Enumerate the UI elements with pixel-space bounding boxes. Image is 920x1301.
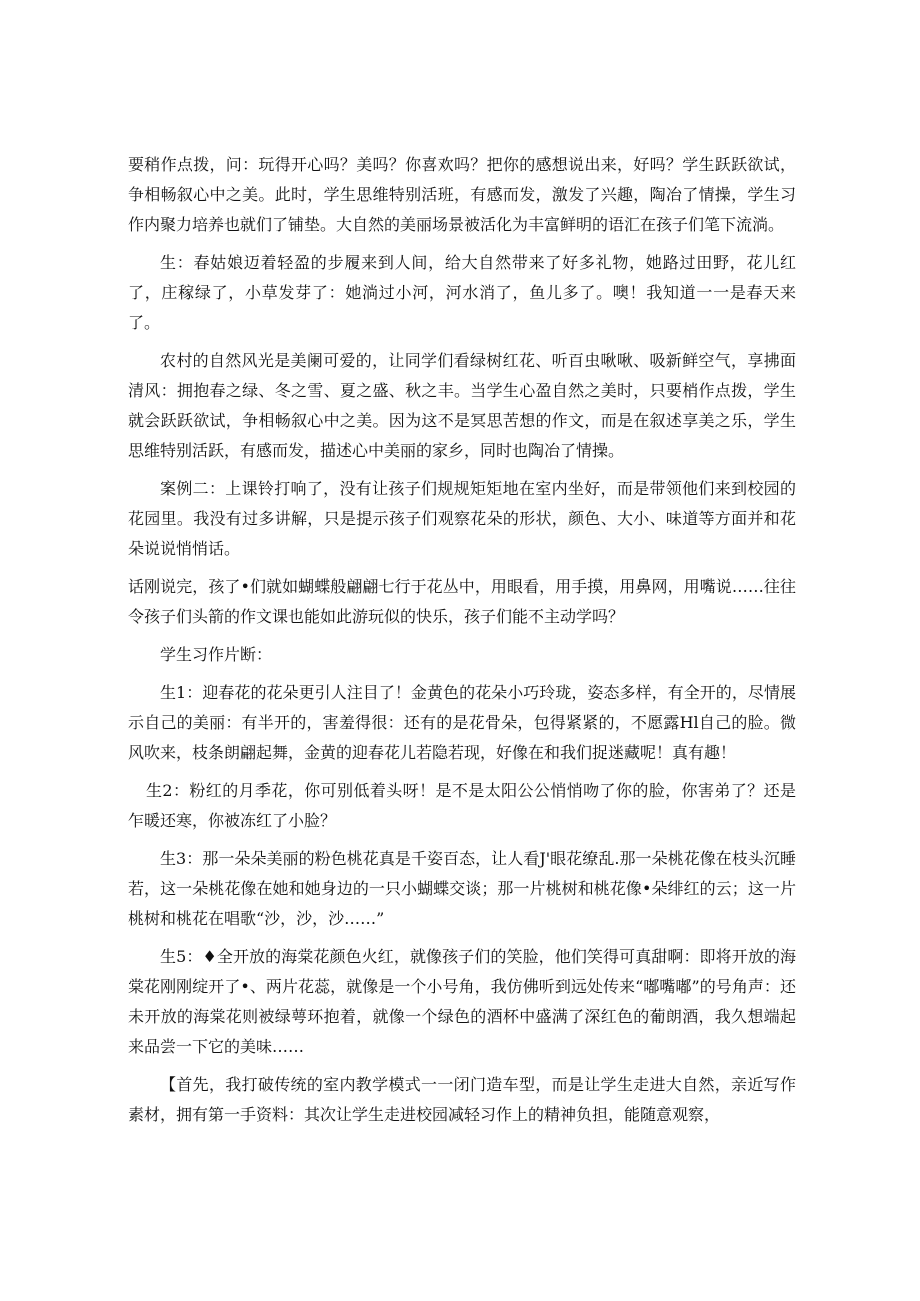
paragraph-10: 生5：♦全开放的海棠花颜色火红，就像孩子们的笑脸，他们笑得可真甜啊：即将开放的海棠花刚刚绽开了•、两片花蕊，就像是一个小号角，我仿佛听到远处传来“嘟嘴嘟”的号角声：还未开放的海棠花则被绿萼环抱着，就像一个绿色的酒杯中盛满了深红色的葡朗酒，我久想端起来品尝一下它的美味…… [128,947,796,1056]
paragraph-9: 生3：那一朵朵美丽的粉色桃花真是千姿百态，让人看J'眼花缭乱.那一朵桃花像在枝头沉睡若，这一朵桃花像在她和她身边的一只小蝴蝶交谈；那一片桃树和桃花像•朵绯红的云；这一片桃树和桃花在唱歌“沙，沙，沙……” [128,849,796,928]
paragraph-3: 农村的自然风光是美阑可爱的，让同学们看绿树红花、听百虫啾啾、吸新鲜空气，享拂面清风：拥抱春之绿、冬之雪、夏之盛、秋之丰。当学生心盈自然之美时，只要梢作点拨，学生就会跃跃欲试，争相畅叙心中之美。因为这不是冥思苦想的作文，而是在叙述享美之乐，学生思维特别活跃，有感而发，描述心中美丽的家乡，同时也陶冶了情操。 [128,351,796,460]
paragraph-2: 生：春姑娘迈着轻盈的步履来到人间，给大自然带来了好多礼物，她路过田野，花儿红了，庄稼绿了，小草发芽了：她淌过小河，河水消了，鱼儿多了。噢！我知道一一是春天来了。 [128,253,796,332]
paragraph-7: 生1：迎春花的花朵更引人注目了！金黄色的花朵小巧玲珑，姿态多样，有全开的，尽情展示自己的美丽：有半开的，害羞得很：还有的是花骨朵，包得紧紧的，不愿露Hl自己的脸。微风吹来，枝条朗翩起舞，金黄的迎春花儿若隐若现，好像在和我们捉迷藏呢！真有趣！ [128,683,796,762]
paragraph-8: 生2：粉红的月季花，你可别低着头呀！是不是太阳公公悄悄吻了你的脸，你害弟了？还是乍暖还寒，你被冻红了小脸？ [128,781,796,830]
document-body [128,150,796,1138]
paragraph-11: 【首先，我打破传统的室内教学模式一一闭门造车型，而是让学生走进大自然，亲近写作素材，拥有第一手资料：其次让学生走进校园减轻习作上的精神负担，能随意观察， [128,1075,796,1124]
paragraph-4: 案例二：上课铃打响了，没有让孩子们规规矩矩地在室内坐好，而是带领他们来到校园的花园里。我没有过多讲解，只是提示孩子们观察花朵的形状，颜色、大小、味道等方面并和花朵说说悄悄话。 [128,479,796,558]
paragraph-6: 学生习作片断： [160,645,273,664]
paragraph-1: 要稍作点拨，问：玩得开心吗？美吗？你喜欢吗？把你的感想说出来，好吗？学生跃跃欲试，争相畅叙心中之美。此时，学生思维特别活班，有感而发，激发了兴趣，陶冶了情操，学生习作内聚力培养也就们了铺垫。大自然的美丽场景被活化为丰富鲜明的语汇在孩子们笔下流淌。 [128,155,796,234]
paragraph-5: 话刚说完，孩了•们就如蝴蝶般翩翩七行于花丛中，用眼看，用手摸，用鼻网，用嘴说……往往令孩子们头箭的作文课也能如此游玩似的快乐，孩子们能不主动学吗？ [128,577,796,626]
